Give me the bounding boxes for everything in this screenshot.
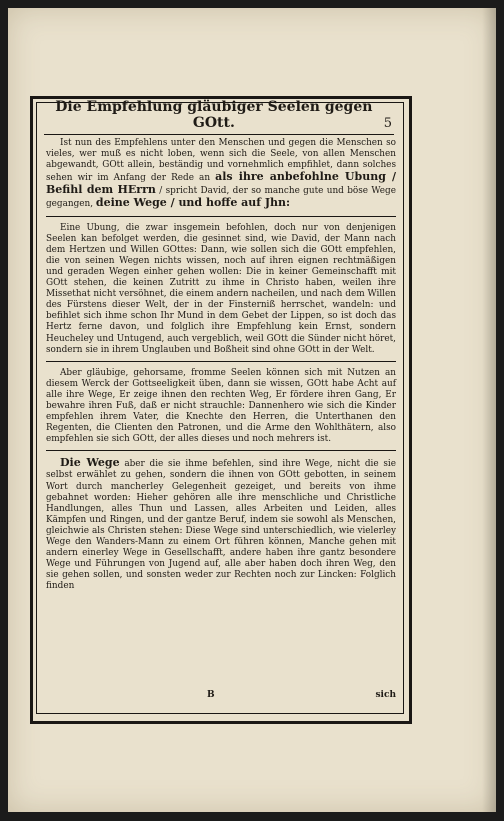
paragraph-3: Aber gläubige, gehorsame, fromme Seelen können sich mit Nutzen an diesem Werck der Gottseeligkeit üben, dann sie wissen, GOtt habe Acht auf alle ihre Wege, Er zeige ihnen den rechten Weg, Er fördere ihren Gang, Er bewahre ihren Fuß, daß er nicht strauchle: Dannenhero wie sich die Kinder empfehlen ihrem Vater, die Knechte den Herren, die Unterthanen den Regenten, die Clienten den Patronen, und die Arme den Wohlthätern, also empfehlen sie sich GOtt, der alles dieses und noch mehrers ist.: [46, 367, 396, 445]
running-header: [44, 99, 394, 135]
page-edge-shadow: [482, 8, 496, 812]
paragraph-1-emphasis-b: deine Wege / und hoffe auf Jhn:: [95, 196, 291, 210]
page-footer: [46, 690, 396, 704]
page-number: 5: [383, 116, 392, 131]
section-divider: [46, 216, 396, 217]
paragraph-4-lead: Die Wege: [60, 456, 120, 470]
paragraph-1: [46, 138, 396, 211]
paragraph-2: Eine Ubung, die zwar insgemein befohlen, doch nur von denjenigen Seelen kan befolget werden, die gesinnet sind, wie David, der Mann nach dem Hertzen und Willen GOttes: Dann, wie sollen sich die GOtt empfehlen, die von seinen Wegen nichts wissen, noch auf ihren eignen rechtmäßigen und geraden Wegen einher gehen wollen: Die in keiner Gemeinschafft mit GOtt stehen, die keinen Zutritt zu ihme in Christo haben, weilen ihre Missethat nicht versöhnet, die einem andern nacheilen, und nach dem Willen des Fürstens dieser Welt, der in der Finsterniß herrschet, wandeln: und befihlet sich ihme schon Ihr Mund in dem Gebet der Lippen, so ist doch das Hertz ferne davon, und folglich ihre Empfehlung kein Ernst, sondern Heucheley und Untugend, auch vergeblich, weil GOtt die Sünder nicht höret, sondern sie in ihrem Unglauben und Boßheit sind ohne GOtt in der Welt.: [46, 222, 396, 355]
catchword: sich: [375, 690, 396, 700]
signature-mark: B: [206, 690, 215, 700]
section-divider: [46, 361, 396, 362]
paragraph-4-text: aber die sie ihme befehlen, sind ihre Wege, nicht die sie selbst erwählet zu gehen, sondern die ihnen von GOtt gebotten, in seinem Wort durch mancherley Gelegenheit gezeiget, und bereits von ihme gebahnet worden: Hieher gehören alle ihre menschliche und Christliche Handlungen, alles Thun und Lassen, alles Arbeiten und Leiden, alles Kämpfen und Ringen, und der gantze Beruf, indem sie sowohl als Menschen, gleichwie als Christen stehen: Diese Wege sind unterschiedlich, wie vielerley Wege den Wanders-Mann zu einem Ort führen können, Manche gehen mit andern einerley Wege in Gesellschafft, andere haben ihre gantz besondere Wege und Führungen von Jugend auf, alle aber haben doch ihren Weg, den sie gehen sollen, und sonsten weder zur Rechten noch zur Lincken: Folglich finden: [46, 459, 396, 592]
section-divider: [46, 450, 396, 451]
text-body: [46, 138, 396, 710]
paragraph-4: [46, 457, 396, 592]
header-title: Die Empfehlung gläubiger Seelen gegen GOtt.: [55, 99, 373, 131]
paragraph-1-text-a: Ist nun des Empfehlens unter den Menschen und gegen die Menschen so vieles, wer muß es nicht loben, wenn sich die Seele, von allen Menschen abgewandt, GOtt allein, beständig und vornehmlich empfihlet, dann solches sehen wir im Anfang der Rede an: [46, 138, 396, 184]
paragraph-1-text-b: / spricht David, der so manche gute und böse Wege gegangen,: [46, 186, 396, 210]
paragraph-1-emphasis-a: als ihre anbefohlne Ubung / Befihl dem HErrn: [46, 170, 396, 197]
